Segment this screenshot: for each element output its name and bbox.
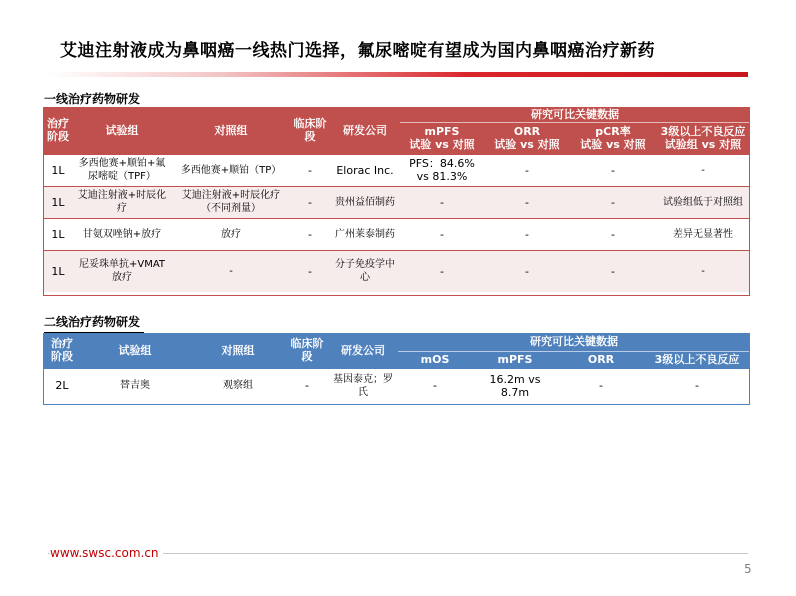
cell-stage: 1L bbox=[44, 250, 72, 292]
cell-mpfs: PFS：84.6% vs 81.3% bbox=[400, 154, 484, 186]
cell-ae: 试验组低于对照组 bbox=[656, 186, 750, 218]
header-phase: 临床阶段 bbox=[286, 333, 328, 368]
cell-control: 放疗 bbox=[172, 218, 290, 250]
header-company: 研发公司 bbox=[330, 107, 400, 154]
metric-sub: 试验 vs 对照 bbox=[494, 138, 560, 151]
page-number: 5 bbox=[744, 562, 752, 576]
cell-trial: 甘氨双唑钠+放疗 bbox=[72, 218, 172, 250]
cell-pcr: - bbox=[570, 250, 656, 292]
header-metric-mpfs bbox=[400, 122, 484, 154]
metric-sub: 试验 vs 对照 bbox=[409, 138, 475, 151]
second-line-drug-table bbox=[44, 333, 750, 403]
cell-mpfs: 16.2m vs 8.7m bbox=[472, 368, 558, 403]
cell-ae: 差异无显著性 bbox=[656, 218, 750, 250]
table-row bbox=[44, 368, 750, 403]
metric-name: pCR率 bbox=[595, 125, 631, 138]
cell-pcr: - bbox=[570, 218, 656, 250]
metric-name: mPFS bbox=[424, 125, 460, 138]
cell-pcr: - bbox=[570, 154, 656, 186]
cell-phase: - bbox=[290, 250, 330, 292]
table-row bbox=[44, 250, 750, 292]
cell-trial: 尼妥珠单抗+VMAT放疗 bbox=[72, 250, 172, 292]
header-stage: 治疗阶段 bbox=[44, 333, 80, 368]
cell-stage: 2L bbox=[44, 368, 80, 403]
cell-orr: - bbox=[484, 186, 570, 218]
header-control: 对照组 bbox=[190, 333, 286, 368]
cell-mpfs: - bbox=[400, 250, 484, 292]
cell-company: 基因泰克；罗氏 bbox=[328, 368, 398, 403]
table-row bbox=[44, 186, 750, 218]
header-company: 研发公司 bbox=[328, 333, 398, 368]
cell-mpfs: - bbox=[400, 218, 484, 250]
cell-stage: 1L bbox=[44, 218, 72, 250]
section-second-line-text: 二线治疗药物研发 bbox=[44, 315, 141, 329]
header-metric-mos: mOS bbox=[398, 351, 472, 368]
header-phase: 临床阶段 bbox=[290, 107, 330, 154]
header-metric-orr: ORR bbox=[558, 351, 644, 368]
cell-orr: - bbox=[484, 218, 570, 250]
table-row bbox=[44, 154, 750, 186]
header-stage: 治疗阶段 bbox=[44, 107, 72, 154]
cell-control: 艾迪注射液+时辰化疗（不同剂量） bbox=[172, 186, 290, 218]
cell-phase: - bbox=[286, 368, 328, 403]
header-metric-ae: 3级以上不良反应 bbox=[644, 351, 750, 368]
cell-company: Elorac Inc. bbox=[330, 154, 400, 186]
cell-pcr: - bbox=[570, 186, 656, 218]
title-divider bbox=[48, 72, 748, 77]
cell-mpfs: - bbox=[400, 186, 484, 218]
cell-control: 观察组 bbox=[190, 368, 286, 403]
section-first-line-label bbox=[44, 90, 140, 107]
metric-name: 3级以上不良反应 bbox=[660, 125, 746, 138]
cell-orr: - bbox=[484, 154, 570, 186]
cell-phase: - bbox=[290, 218, 330, 250]
cell-phase: - bbox=[290, 186, 330, 218]
table-row bbox=[44, 218, 750, 250]
cell-stage: 1L bbox=[44, 154, 72, 186]
cell-trial: 多西他赛+顺铂+氟尿嘧啶（TPF） bbox=[72, 154, 172, 186]
first-line-drug-table bbox=[44, 107, 750, 292]
cell-control: 多西他赛+顺铂（TP） bbox=[172, 154, 290, 186]
cell-company: 分子免疫学中心 bbox=[330, 250, 400, 292]
cell-phase: - bbox=[290, 154, 330, 186]
cell-mos: - bbox=[398, 368, 472, 403]
metric-sub: 试验 vs 对照 bbox=[580, 138, 646, 151]
cell-company: 广州莱泰制药 bbox=[330, 218, 400, 250]
cell-ae: - bbox=[656, 250, 750, 292]
metric-name: ORR bbox=[513, 125, 541, 138]
header-trial: 试验组 bbox=[80, 333, 190, 368]
header-metric-mpfs: mPFS bbox=[472, 351, 558, 368]
header-metric-ae bbox=[656, 122, 750, 154]
page-title: 艾迪注射液成为鼻咽癌一线热门选择，氟尿嘧啶有望成为国内鼻咽癌治疗新药 bbox=[60, 41, 655, 61]
header-metric-orr bbox=[484, 122, 570, 154]
section-second-line-label bbox=[44, 313, 140, 330]
cell-orr: - bbox=[484, 250, 570, 292]
footer-website-link[interactable]: www.swsc.com.cn bbox=[50, 546, 163, 560]
cell-trial: 艾迪注射液+时辰化疗 bbox=[72, 186, 172, 218]
cell-ae: - bbox=[656, 154, 750, 186]
header-trial: 试验组 bbox=[72, 107, 172, 154]
header-control: 对照组 bbox=[172, 107, 290, 154]
header-key-data-group: 研究可比关键数据 bbox=[398, 333, 750, 351]
cell-orr: - bbox=[558, 368, 644, 403]
cell-trial: 替吉奥 bbox=[80, 368, 190, 403]
header-key-data-group: 研究可比关键数据 bbox=[400, 107, 750, 122]
cell-stage: 1L bbox=[44, 186, 72, 218]
cell-control: - bbox=[172, 250, 290, 292]
header-metric-pcr bbox=[570, 122, 656, 154]
section-first-line-text: 一线治疗药物研发 bbox=[44, 92, 141, 106]
metric-sub: 试验组 vs 对照 bbox=[664, 138, 742, 151]
cell-company: 贵州益佰制药 bbox=[330, 186, 400, 218]
cell-ae: - bbox=[644, 368, 750, 403]
